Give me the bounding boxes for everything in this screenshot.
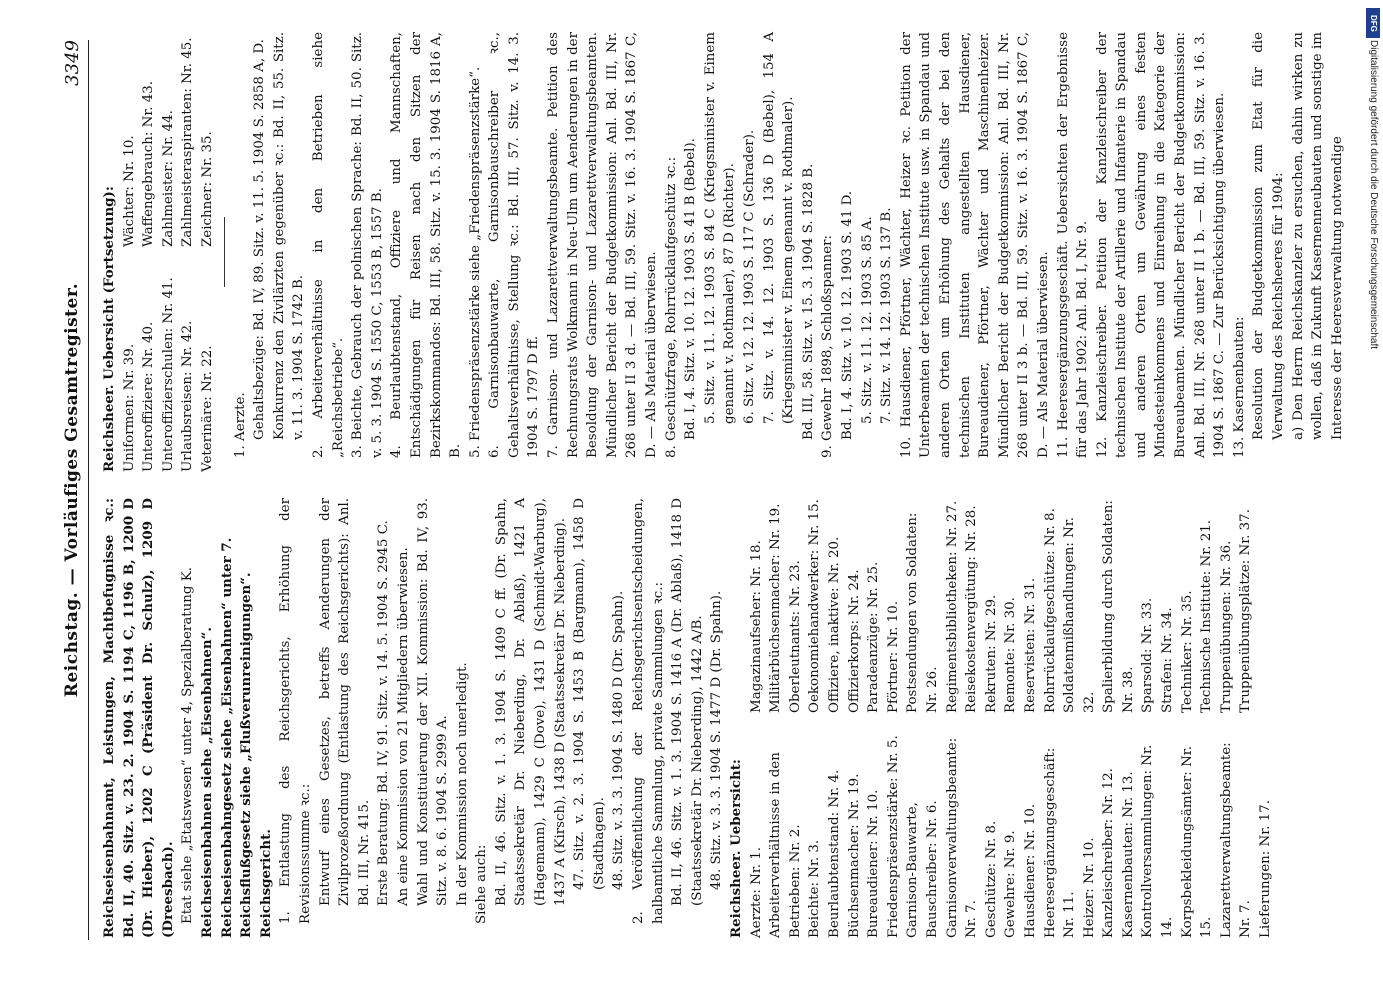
index-entry: Siehe auch: — [474, 844, 490, 924]
index-entry: 6. Sitz. v. 12. 12. 1903 S. 117 C (Schrader). — [742, 129, 757, 424]
uebersicht-item: Oekonomiehandwerker: Nr. 15. — [807, 499, 823, 713]
uebersicht-item: Reisekostenvergütung: Nr. 28. — [964, 505, 980, 713]
index-entry: Bd. I, 4. Sitz. v. 10. 12. 1903 S. 41 D. — [839, 190, 855, 440]
index-entry: a) Den Herrn Reichskanzler zu ersuchen, dahin wirken zu wollen, daß in Zukunft Kasernenneubauten und sonstige im Interesse der Heeresverwaltung notwendige — [1290, 32, 1345, 440]
uebersicht-item: Heeresergänzungsgeschäft: Nr. 11. — [1042, 747, 1078, 938]
uebersicht-item: Remonte: Nr. 30. — [1003, 597, 1019, 713]
dfg-logo: DFG — [1366, 8, 1380, 38]
divider — [224, 217, 225, 287]
index-entry: Bd. II, 46. Sitz. v. 1. 3. 1904 S. 1416 A (Dr. Ablaß), 1418 D (Staatssekretär Dr. Nieberding), 1442 A/B. — [670, 498, 705, 906]
uebersicht-item: Truppenübungen: Nr. 36. — [1218, 540, 1234, 713]
uebersicht-item: Urlaubsreisen: Nr. 42. — [180, 320, 196, 472]
uebersicht-item: Paradeanzüge: Nr. 25. — [866, 561, 882, 713]
index-entry: Bd. III, 58. Sitz. v. 15. 3. 1904 S. 1828 B. — [800, 163, 816, 440]
left-column — [100, 498, 1320, 938]
uebersicht-item: Hausdiener: Nr. 10. — [1022, 803, 1038, 938]
uebersicht-item: Zeichner: Nr. 35. — [199, 131, 215, 247]
index-entry: 5. Sitz. v. 11. 12. 1903 S. 85 A. — [859, 216, 875, 424]
uebersicht-item: Kasernenbauten: Nr. 13. — [1120, 771, 1136, 938]
index-entry: 7. Garnison- und Lazarettverwaltungsbeamte. Petition des Rechnungsrats Wolkmann in Neu-Ulm um Aenderungen in der Besoldung der Garnison- und Lazarettverwaltungsbeamten. Mündlicher Bericht der Budgetkommission: Anl. Bd. III, Nr. 268 unter II 3 d. — Bd. III, 59. Sitz. v. 16. 3. 1904 S. 1867 C, D. — Als Material überwiesen. — [546, 32, 660, 458]
left-entries — [100, 498, 747, 938]
index-entry: Reichsheer. Uebersicht (Fortsetzung): — [101, 186, 117, 472]
index-entry: Reichsflußgesetz siehe „Flußverunreinigungen“. — [238, 572, 255, 938]
index-entry: 7. Sitz. v. 14. 12. 1903 S. 136 D (Bebel), 154 A (Kriegsminister v. Einem genannt v. Rothmaler). — [761, 32, 797, 424]
uebersicht-list-c — [120, 257, 218, 472]
uebersicht-item: Militärbüchsenmacher: Nr. 19. — [768, 503, 784, 713]
uebersicht-item: Beichte: Nr. 3. — [807, 839, 823, 938]
uebersicht-item: Technische Institute: Nr. 21. — [1199, 519, 1215, 713]
uebersicht-item: Korpsbekleidungsämter: Nr. 15. — [1179, 746, 1215, 938]
index-entry: 47. Sitz. v. 2. 3. 1904 S. 1453 B (Bargmann), 1458 D (Stadthagen). — [572, 498, 607, 890]
uebersicht-item: Regimentsbibliotheken: Nr. 27. — [944, 500, 960, 713]
uebersicht-item: Reservisten: Nr. 31. — [1022, 577, 1038, 713]
uebersicht-item: Lieferungen: Nr. 17. — [1258, 800, 1274, 938]
uebersicht-item: Geschütze: Nr. 8. — [983, 820, 999, 938]
index-entry: Entwurf eines Gesetzes, betreffs Aenderungen der Zivilprozeßordnung (Entlastung des Reichsgerichts): Anl. Bd. III, Nr. 415. — [317, 498, 372, 906]
index-entry: Wahl und Konstituierung der XII. Kommission: Bd. IV, 93. Sitz. v. 8. 6. 1904 S. 2999 A. — [415, 498, 451, 906]
index-entry: Bd. II, 46. Sitz. v. 1. 3. 1904 S. 1409 C ff. (Dr. Spahn, Staatssekretär Dr. Nieberding, Dr. Ablaß), 1421 A (Hagemann), 1429 C (Dove), 1431 D (Schmidt-Warburg), 1437 A (Kirsch), 1438 D (Staatssekretär Dr. Nieberding). — [493, 498, 568, 906]
uebersicht-item: Zahlmeisteraspiranten: Nr. 45. — [180, 37, 196, 247]
index-entry: Reichsheer. Uebersicht: — [728, 759, 744, 938]
footer — [1366, 40, 1380, 980]
uebersicht-item: Büchsenmacher: Nr. 19. — [846, 773, 862, 938]
index-entry: 8. Geschützfrage, Rohrrücklaufgeschütz ꝛc.: — [663, 156, 679, 458]
uebersicht-list-a — [747, 723, 1276, 938]
index-entry: 2. Arbeiterverhältnisse in den Betrieben siehe „Reichsbetriebe“. — [310, 32, 346, 458]
uebersicht-item: Uniformen: Nr. 39. — [121, 343, 137, 472]
uebersicht-item: Techniker: Nr. 35. — [1179, 590, 1195, 713]
index-entry: Konkurrenz den Zivilärzten gegenüber ꝛc.: Bd. II, 55. Sitz. v. 11. 3. 1904 S. 1742 B. — [271, 32, 307, 440]
index-entry: 5. Friedenspräsenzstärke siehe „Friedenspräsenzstärke“. — [467, 66, 483, 458]
right-entries — [231, 32, 1348, 472]
index-entry: 48. Sitz. v. 3. 3. 1904 S. 1480 D (Dr. Spahn). — [611, 590, 627, 890]
index-entry: 2. Veröffentlichung der Reichsgerichtsentscheidungen, halbamtliche Sammlung, private Sammlungen ꝛc.: — [631, 498, 666, 924]
uebersicht-item: Pförtner: Nr. 10. — [885, 601, 901, 713]
uebersicht-item: Arbeiterverhältnisse in den Betrieben: Nr. 2. — [768, 752, 803, 938]
uebersicht-item: Soldatenmißhandlungen: Nr. 32. — [1062, 516, 1097, 713]
footer-text: Digitalisierung gefördert durch die Deutsche Forschungsgemeinschaft — [1368, 40, 1379, 350]
index-entry: 4. Beurlaubtenstand, Offiziere und Mannschaften, Entschädigungen für Reisen nach den Sitzen der Bezirkskommandos: Bd. III, 58. Sitz. v. 15. 3. 1904 S. 1816 A, B. — [389, 32, 464, 458]
index-entry: Bd. I, 4. Sitz. v. 10. 12. 1903 S. 41 B (Bebel). — [683, 138, 699, 440]
uebersicht-item: Offizierkorps: Nr. 24. — [846, 569, 862, 713]
uebersicht-item: Heizer: Nr. 10. — [1081, 837, 1097, 938]
uebersicht-item: Zahlmeister: Nr. 44. — [160, 110, 176, 247]
uebersicht-item: Kontrollversammlungen: Nr. 14. — [1140, 744, 1176, 938]
index-entry: 48. Sitz. v. 3. 3. 1904 S. 1477 D (Dr. Spahn). — [709, 590, 725, 890]
index-entry: Resolution der Budgetkommission zum Etat für die Verwaltung des Reichsheeres für 1904: — [1251, 32, 1287, 440]
uebersicht-item: Strafen: Nr. 34. — [1160, 607, 1176, 713]
index-entry: 3. Beichte, Gebrauch der polnischen Sprache: Bd. II, 50. Sitz. v. 5. 3. 1904 S. 1550 C, 1553 B, 1557 B. — [350, 32, 385, 458]
uebersicht-item: Aerzte: Nr. 1. — [748, 846, 764, 938]
uebersicht-continued — [120, 32, 218, 472]
uebersicht-item: Bureaudiener: Nr. 10. — [866, 789, 882, 938]
uebersicht-item: Oberleutnants: Nr. 23. — [787, 560, 803, 713]
index-entry: An eine Kommission von 21 Mitgliedern überwiesen. — [395, 547, 411, 906]
uebersicht-item: Magazinaufseher: Nr. 18. — [748, 540, 764, 713]
uebersicht-item: Unteroffiziere: Nr. 40. — [141, 321, 157, 472]
uebersicht-list-b — [747, 498, 1276, 713]
index-entry: Reichseisenbahnamt, Leistungen, Machtbefugnisse ꝛc.: Bd. II, 40. Sitz. v. 23. 2. 1904 S. 1194 C, 1196 B, 1200 D (Dr. Hieber), 1202 C (Präsident Dr. Schulz), 1209 D (Dreesbach). — [101, 498, 176, 938]
index-entry: Reichseisenbahnen siehe „Eisenbahnen“. — [198, 627, 215, 938]
index-entry: 5. Sitz. v. 11. 12. 1903 S. 84 C (Kriegsminister v. Einem genannt v. Rothmaler), 87 D (Richter). — [702, 32, 738, 424]
uebersicht-item: Garnison-Bauwarte, Bauschreiber: Nr. 6. — [905, 800, 940, 938]
page-number: 3349 — [62, 40, 83, 86]
running-head — [62, 40, 89, 940]
uebersicht-list-d — [120, 32, 218, 247]
index-entry: 1. Entlastung des Reichsgerichts, Erhöhung der Revisionssumme ꝛc.: — [278, 498, 313, 924]
uebersicht-item: Gewehre: Nr. 9. — [1003, 830, 1019, 938]
uebersicht-item: Spalierbildung durch Soldaten: Nr. 38. — [1101, 500, 1136, 713]
uebersicht-item: Friedenspräsenzstärke: Nr. 5. — [885, 735, 901, 938]
uebersicht-item: Kanzleischreiber: Nr. 12. — [1101, 768, 1117, 938]
index-entry: Etat siehe „Etatswesen“ unter 4, Spezialberatung K. — [180, 566, 196, 924]
uebersicht-item: Garnisonverwaltungsbeamte: Nr. 7. — [944, 737, 980, 938]
index-entry: 11. Heeresergänzungsgeschäft. Uebersichten der Ergebnisse für das Jahr 1902: Anl. Bd. I, Nr. 9. — [1055, 32, 1091, 458]
uebersicht-item: Rekruten: Nr. 29. — [983, 594, 999, 713]
page-title: Reichstag. — Vorläufiges Gesamtregister. — [62, 282, 82, 698]
index-entry: 6. Garnisonbauwarte, Garnisonbauschreiber ꝛc., Gehaltsverhältnisse, Stellung ꝛc.: Bd. III, 57. Sitz. v. 14. 3. 1904 S. 1797 D ff. — [487, 32, 542, 458]
index-entry: 13. Kasernenbauten: — [1231, 316, 1247, 458]
rotated-page — [48, 0, 1348, 1000]
uebersicht-item: Veterinäre: Nr. 22. — [199, 345, 215, 472]
index-entry: 12. Kanzleischreiber. Petition der Kanzleischreiber der technischen Institute der Artillerie und Infanterie in Spandau und anderen Orten um Gewährung eines festen Mindesteinkommens und Einreihung in die Kategorie der Bureaubeamten. Mündlicher Bericht der Budgetkommission: Anl. Bd. III, Nr. 268 unter II 1 b. — Bd. III, 59. Sitz. v. 16. 3. 1904 S. 1867 C. — Zur Berücksichtigung überwiesen. — [1094, 32, 1228, 458]
uebersicht-item: Postsendungen von Soldaten: Nr. 26. — [905, 512, 940, 713]
index-entry: In der Kommission noch unerledigt. — [454, 662, 470, 906]
uebersicht-item: Beurlaubtenstand: Nr. 4. — [826, 769, 842, 938]
uebersicht-item: Wächter: Nr. 10. — [121, 135, 137, 247]
uebersicht-item: Lazarettverwaltungsbeamte: Nr. 7. — [1218, 742, 1254, 938]
right-column — [100, 32, 1345, 472]
right-head — [100, 32, 120, 472]
uebersicht-item: Waffengebrauch: Nr. 43. — [141, 80, 157, 247]
index-entry: 1. Aerzte. — [232, 392, 248, 458]
uebersicht-item: Offiziere, inaktive: Nr. 20. — [826, 536, 842, 713]
uebersicht-item: Sparsold: Nr. 33. — [1140, 597, 1156, 713]
index-entry: Reichseisenbahngesetz siehe „Eisenbahnen“ unter 7. — [218, 537, 235, 938]
index-entry: 9. Gewehr 1898, Schloßspanner: — [820, 234, 836, 458]
index-entry: Reichsgericht. — [257, 829, 274, 938]
uebersicht-item: Unteroffizierschulen: Nr. 41. — [160, 277, 176, 472]
index-entry: Gehaltsbezüge: Bd. IV, 89. Sitz. v. 11. 5. 1904 S. 2858 A, D. — [252, 39, 268, 440]
uebersicht-item: Truppenübungsplätze: Nr. 37. — [1238, 509, 1254, 713]
uebersicht-item: Rohrrücklaufgeschütze: Nr. 8. — [1042, 508, 1058, 713]
index-entry: 10. Hausdiener, Pförtner, Wächter, Heizer ꝛc. Petition der Unterbeamten der technischen Institute usw. in Spandau und anderen Orten um Erhöhung des Gehalts der bei den technischen Instituten angestellten Hausdiener, Bureaudiener, Pförtner, Wächter und Maschinenheizer. Mündlicher Bericht der Budgetkommission: Anl. Bd. III, Nr. 268 unter II 3 b. — Bd. III, 59. Sitz. v. 16. 3. 1904 S. 1867 C, D. — Als Material überwiesen. — [898, 32, 1051, 458]
uebersicht-list — [747, 498, 1276, 938]
index-entry: Erste Beratung: Bd. IV, 91. Sitz. v. 14. 5. 1904 S. 2945 C. — [376, 520, 392, 906]
index-entry: 7. Sitz. v. 14. 12. 1903 S. 137 B. — [879, 207, 895, 424]
